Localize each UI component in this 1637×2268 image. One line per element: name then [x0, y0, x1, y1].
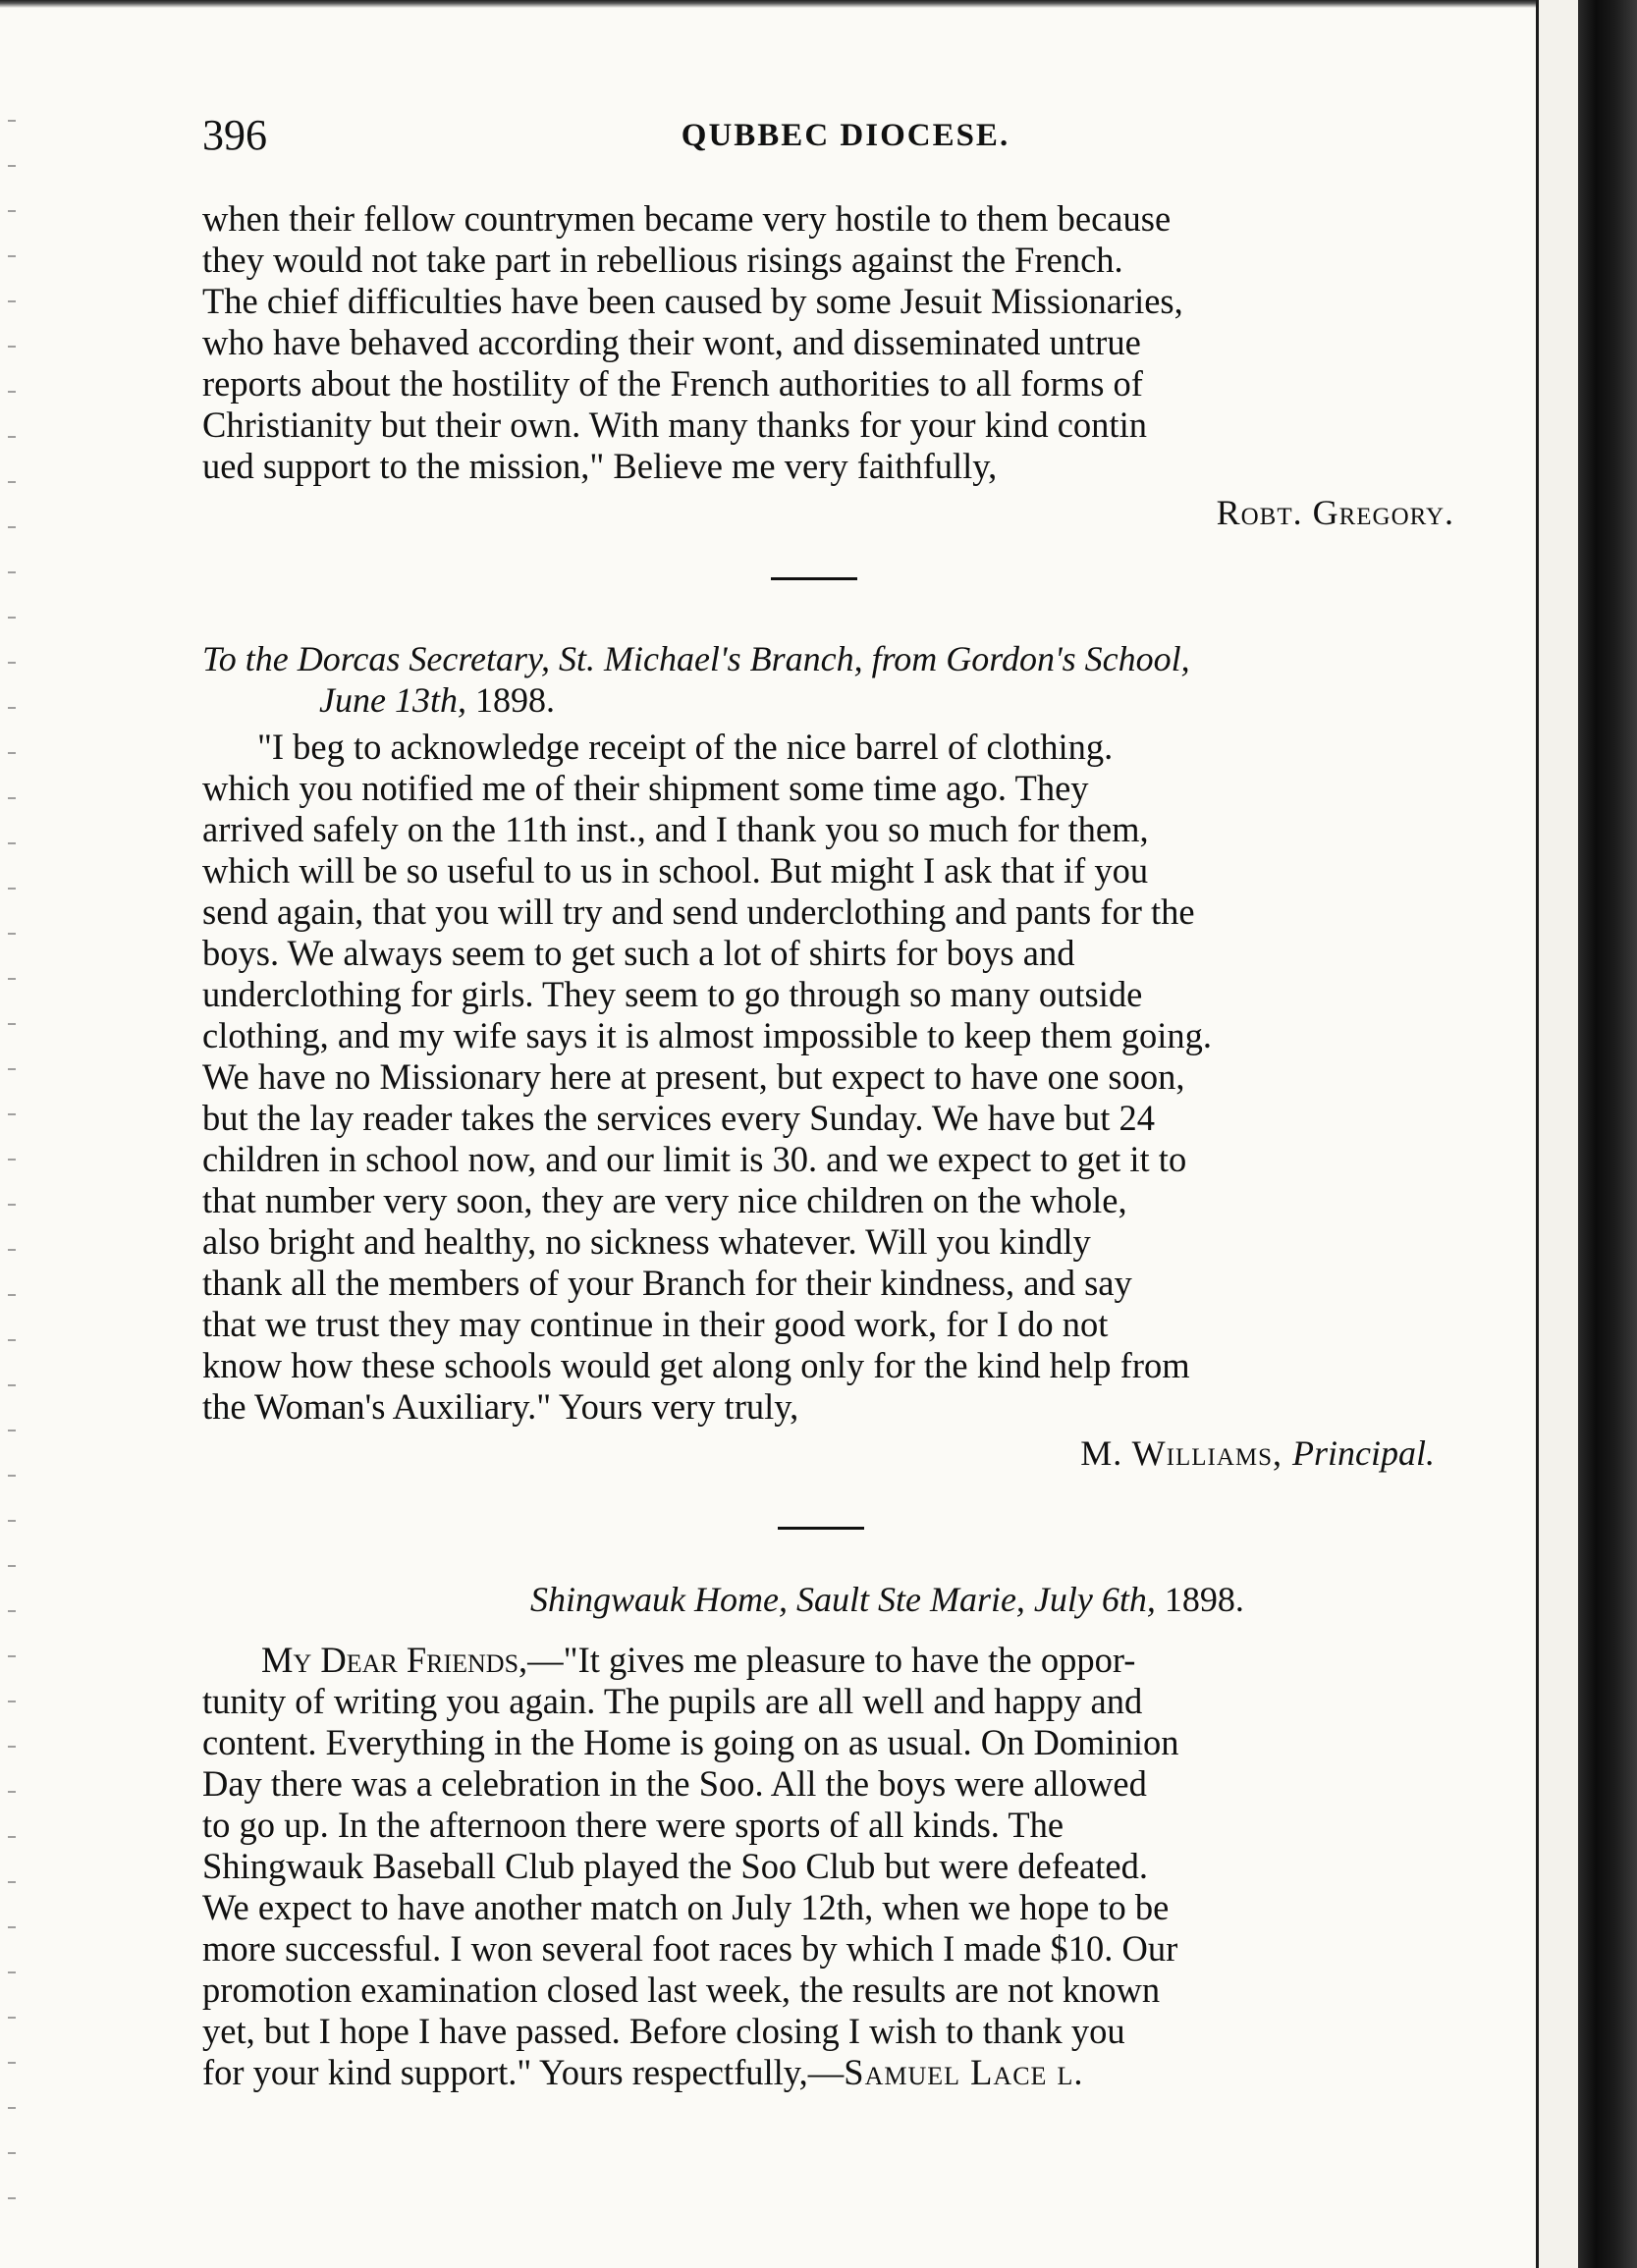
body-line: know how these schools would get along only for the kind help from	[202, 1345, 1190, 1385]
body-line: children in school now, and our limit is 30. and we expect to get it to	[202, 1139, 1187, 1179]
body-line: Day there was a celebration in the Soo. All the boys were allowed	[202, 1763, 1147, 1804]
body-line: the Woman's Auxiliary." Yours very truly,	[202, 1386, 799, 1427]
signature-name: M. Williams,	[1080, 1433, 1283, 1473]
letter-heading: To the Dorcas Secretary, St. Michael's Branch, from Gordon's School,	[202, 639, 1190, 678]
body-line: when their fellow countrymen became very hostile to them because	[202, 198, 1172, 239]
section-divider	[771, 577, 857, 580]
body-line: who have behaved according their wont, and disseminated untrue	[202, 322, 1141, 362]
running-head: QUBBEC DIOCESE.	[681, 118, 1010, 153]
salutation: My Dear Friends,	[261, 1640, 528, 1680]
body-line: that number very soon, they are very nice children on the whole,	[202, 1180, 1127, 1220]
body-line: arrived safely on the 11th inst., and I thank you so much for them,	[202, 809, 1149, 849]
body-line: "I beg to acknowledge receipt of the nice barrel of clothing.	[257, 727, 1114, 767]
body-line: that we trust they may continue in their good work, for I do not	[202, 1304, 1109, 1344]
letter-heading-place	[530, 1579, 1244, 1620]
body-line: but the lay reader takes the services every Sunday. We have but 24	[202, 1098, 1156, 1138]
signature-lacel: Samuel Lace l.	[844, 2052, 1084, 2092]
left-margin-specks	[8, 98, 16, 2209]
letter-heading-date	[319, 679, 555, 721]
page-top-edge	[0, 0, 1637, 8]
body-line: promotion examination closed last week, the results are not known	[202, 1970, 1161, 2010]
signature-williams	[202, 1431, 1435, 1475]
body-line: which you notified me of their shipment some time ago. They	[202, 768, 1089, 808]
signature-gregory: Robt. Gregory.	[1216, 493, 1454, 532]
closing-text: for your kind support." Yours respectfully,—	[202, 2052, 845, 2092]
body-line: clothing, and my wife says it is almost impossible to keep them going.	[202, 1015, 1212, 1055]
body-line: tunity of writing you again. The pupils are all well and happy and	[202, 1681, 1143, 1721]
heading-place: Shingwauk Home, Sault Ste Marie, July 6th,	[530, 1580, 1156, 1619]
body-line: which will be so useful to us in school. But might I ask that if you	[202, 850, 1149, 891]
body-line: We expect to have another match on July 12th, when we hope to be	[202, 1887, 1170, 1927]
body-line-last	[202, 2052, 1499, 2094]
first-line-rest: —"It gives me pleasure to have the oppor-	[527, 1640, 1136, 1680]
body-line: to go up. In the afternoon there were sports of all kinds. The	[202, 1805, 1064, 1845]
section-divider	[778, 1527, 864, 1530]
book-binding	[1578, 0, 1637, 2268]
heading-year: 1898.	[474, 680, 555, 720]
page-number: 396	[202, 111, 267, 159]
body-line: also bright and healthy, no sickness whatever. Will you kindly	[202, 1221, 1091, 1262]
body-line: ued support to the mission," Believe me very faithfully,	[202, 446, 998, 486]
body-line: Christianity but their own. With many thanks for your kind contin	[202, 405, 1147, 445]
body-line: The chief difficulties have been caused by some Jesuit Missionaries,	[202, 281, 1183, 321]
body-line-first	[261, 1640, 1499, 1682]
body-line: more successful. I won several foot races by which I made $10. Our	[202, 1928, 1178, 1969]
body-line: boys. We always seem to get such a lot of shirts for boys and	[202, 933, 1075, 973]
body-line: underclothing for girls. They seem to go through so many outside	[202, 974, 1143, 1014]
body-line: We have no Missionary here at present, but expect to have one soon,	[202, 1056, 1185, 1097]
body-line: content. Everything in the Home is going on as usual. On Dominion	[202, 1722, 1179, 1762]
page-header	[202, 108, 1489, 167]
body-line: thank all the members of your Branch for their kindness, and say	[202, 1263, 1132, 1303]
body-line: send again, that you will try and send underclothing and pants for the	[202, 891, 1195, 932]
body-line: reports about the hostility of the French authorities to all forms of	[202, 363, 1143, 404]
body-line: yet, but I hope I have passed. Before closing I wish to thank you	[202, 2011, 1125, 2051]
body-line: Shingwauk Baseball Club played the Soo Club but were defeated.	[202, 1846, 1148, 1886]
adjacent-page-strip	[1536, 0, 1578, 2268]
signature-title: Principal.	[1292, 1433, 1435, 1473]
heading-year: 1898.	[1164, 1580, 1244, 1619]
heading-date: June 13th,	[319, 680, 466, 720]
body-line: they would not take part in rebellious risings against the French.	[202, 240, 1123, 280]
